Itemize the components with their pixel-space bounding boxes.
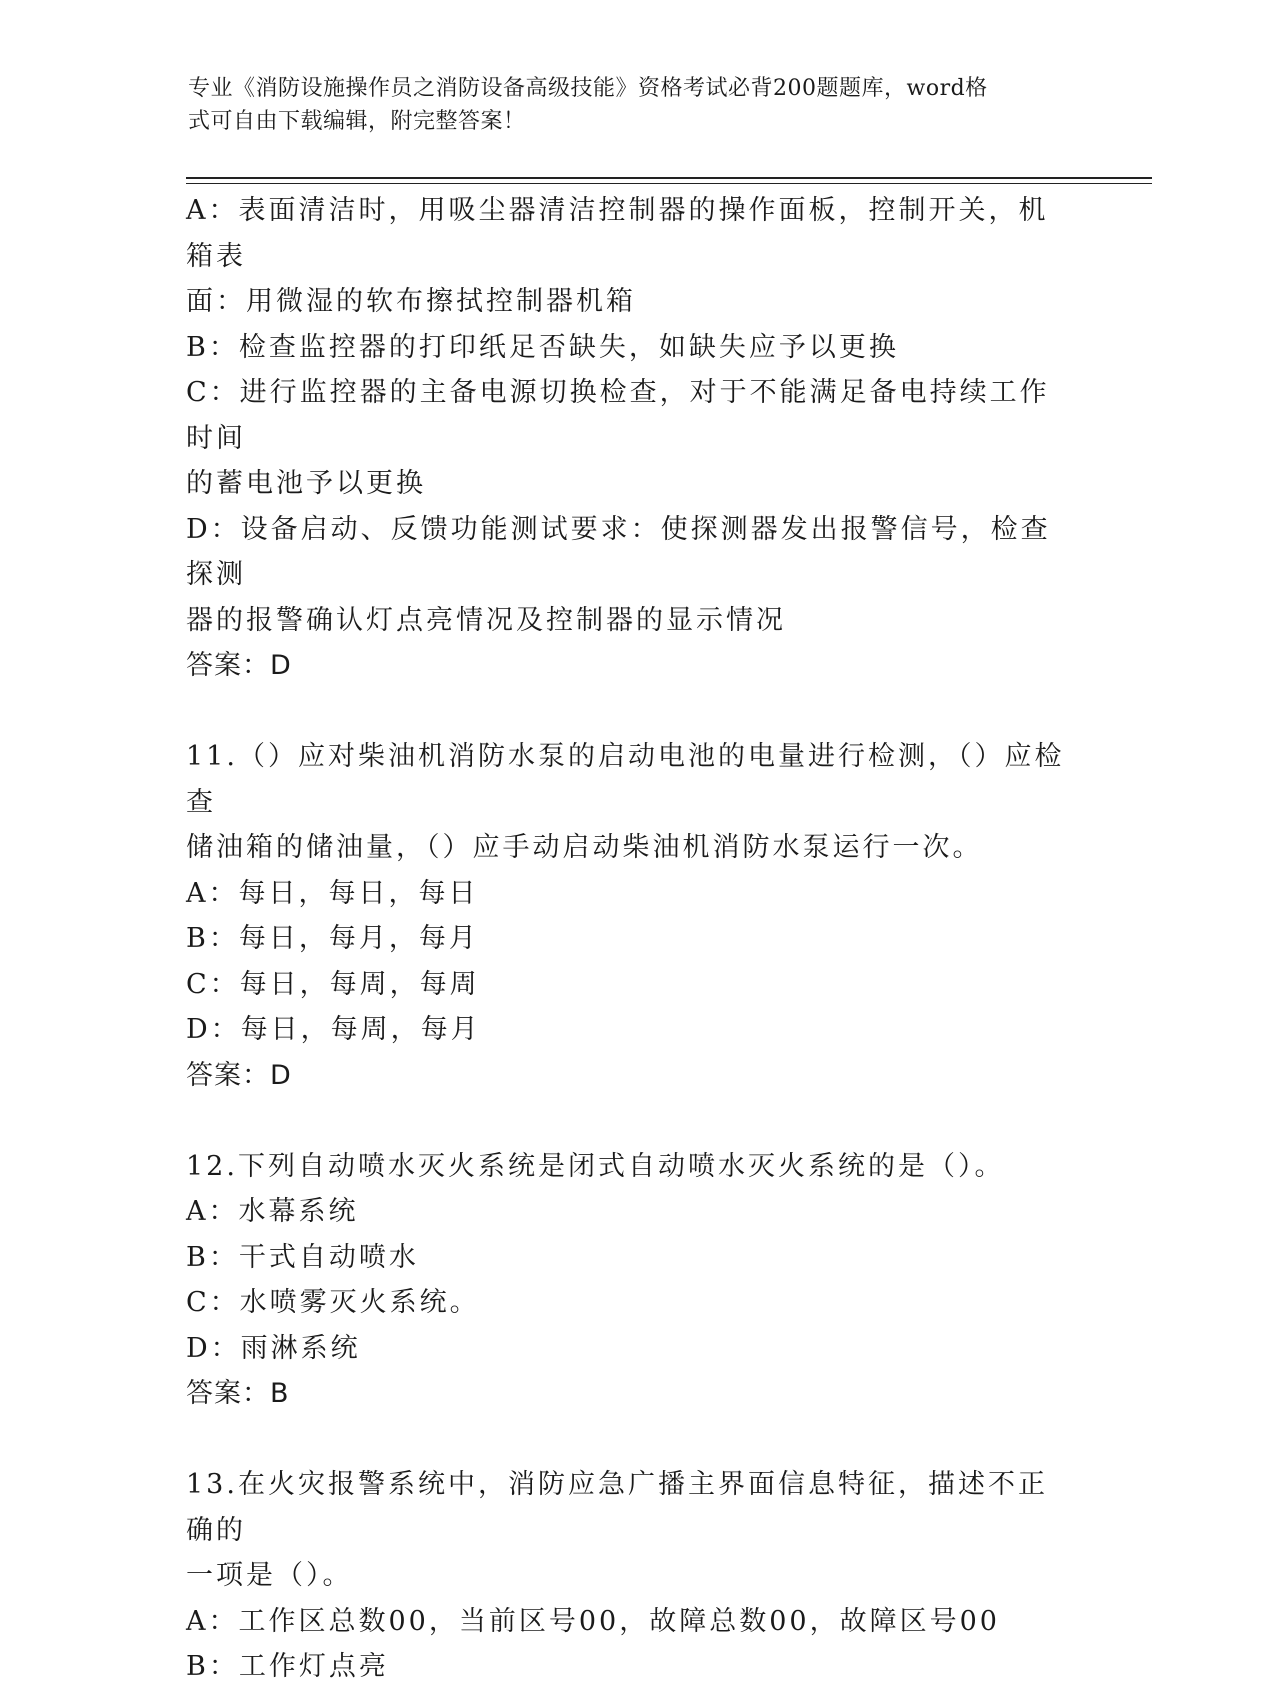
q10-option-b: B：检查监控器的打印纸足否缺失，如缺失应予以更换: [186, 331, 899, 363]
q12-option-c: C：水喷雾灭火系统。: [186, 1287, 480, 1318]
header-title-line-1: 专业《消防设施操作员之消防设备高级技能》资格考试必背200题题库，word格: [188, 76, 988, 101]
spacer: [186, 1098, 1076, 1144]
q13-option-b: B：工作灯点亮: [186, 1651, 389, 1682]
q13-stem-line-1: 13.在火灾报警系统中，消防应急广播主界面信息特征，描述不正确的: [186, 1469, 1048, 1546]
question-10-block: [186, 188, 1076, 689]
q10-option-d-line-2: 器的报警确认灯点亮情况及控制器的显示情况: [186, 604, 786, 636]
q10-option-a-line-2: 面：用微湿的软布擦拭控制器机箱: [186, 286, 636, 317]
q12-answer: 答案：B: [186, 1378, 290, 1409]
q12-option-b: B：干式自动喷水: [186, 1241, 419, 1273]
header-divider-thin: [186, 183, 1152, 184]
q11-option-a: A：每日，每日，每日: [186, 877, 479, 909]
q11-stem-line-2: 储油箱的储油量，（）应手动启动柴油机消防水泵运行一次。: [186, 832, 983, 863]
document-header: [188, 72, 1068, 138]
q10-option-c-line-1: C：进行监控器的主备电源切换检查，对于不能满足备电持续工作时间: [186, 377, 1050, 454]
spacer: [186, 689, 1076, 735]
q11-option-b: B：每日，每月，每月: [186, 923, 479, 954]
q11-answer: 答案：D: [186, 1059, 292, 1091]
q11-option-d: D：每日，每周，每月: [186, 1014, 481, 1045]
header-title-line-2: 式可自由下载编辑，附完整答案！: [188, 109, 526, 134]
q13-option-a: A：工作区总数00，当前区号00，故障总数00，故障区号00: [186, 1605, 1000, 1637]
q10-option-d-line-1: D：设备启动、反馈功能测试要求：使探测器发出报警信号，检查探测: [186, 513, 1051, 590]
header-divider-thick: [186, 177, 1152, 179]
q11-option-c: C：每日，每周，每周: [186, 968, 480, 1000]
question-12-block: [186, 1144, 1076, 1417]
question-13-block: [186, 1462, 1076, 1690]
q12-option-d: D：雨淋系统: [186, 1332, 361, 1364]
q12-option-a: A：水幕系统: [186, 1196, 359, 1227]
q10-answer: 答案：D: [186, 650, 292, 681]
q11-stem-line-1: 11.（）应对柴油机消防水泵的启动电池的电量进行检测，（）应检查: [186, 741, 1065, 818]
q13-stem-line-2: 一项是（）。: [186, 1560, 353, 1591]
q12-stem: 12.下列自动喷水灭火系统是闭式自动喷水灭火系统的是（）。: [186, 1150, 1005, 1182]
q10-option-c-line-2: 的蓄电池予以更换: [186, 468, 426, 499]
spacer: [186, 1417, 1076, 1463]
q10-option-a-line-1: A：表面清洁时，用吸尘器清洁控制器的操作面板，控制开关，机箱表: [186, 195, 1049, 272]
question-11-block: [186, 734, 1076, 1098]
question-list: [186, 188, 1076, 1690]
